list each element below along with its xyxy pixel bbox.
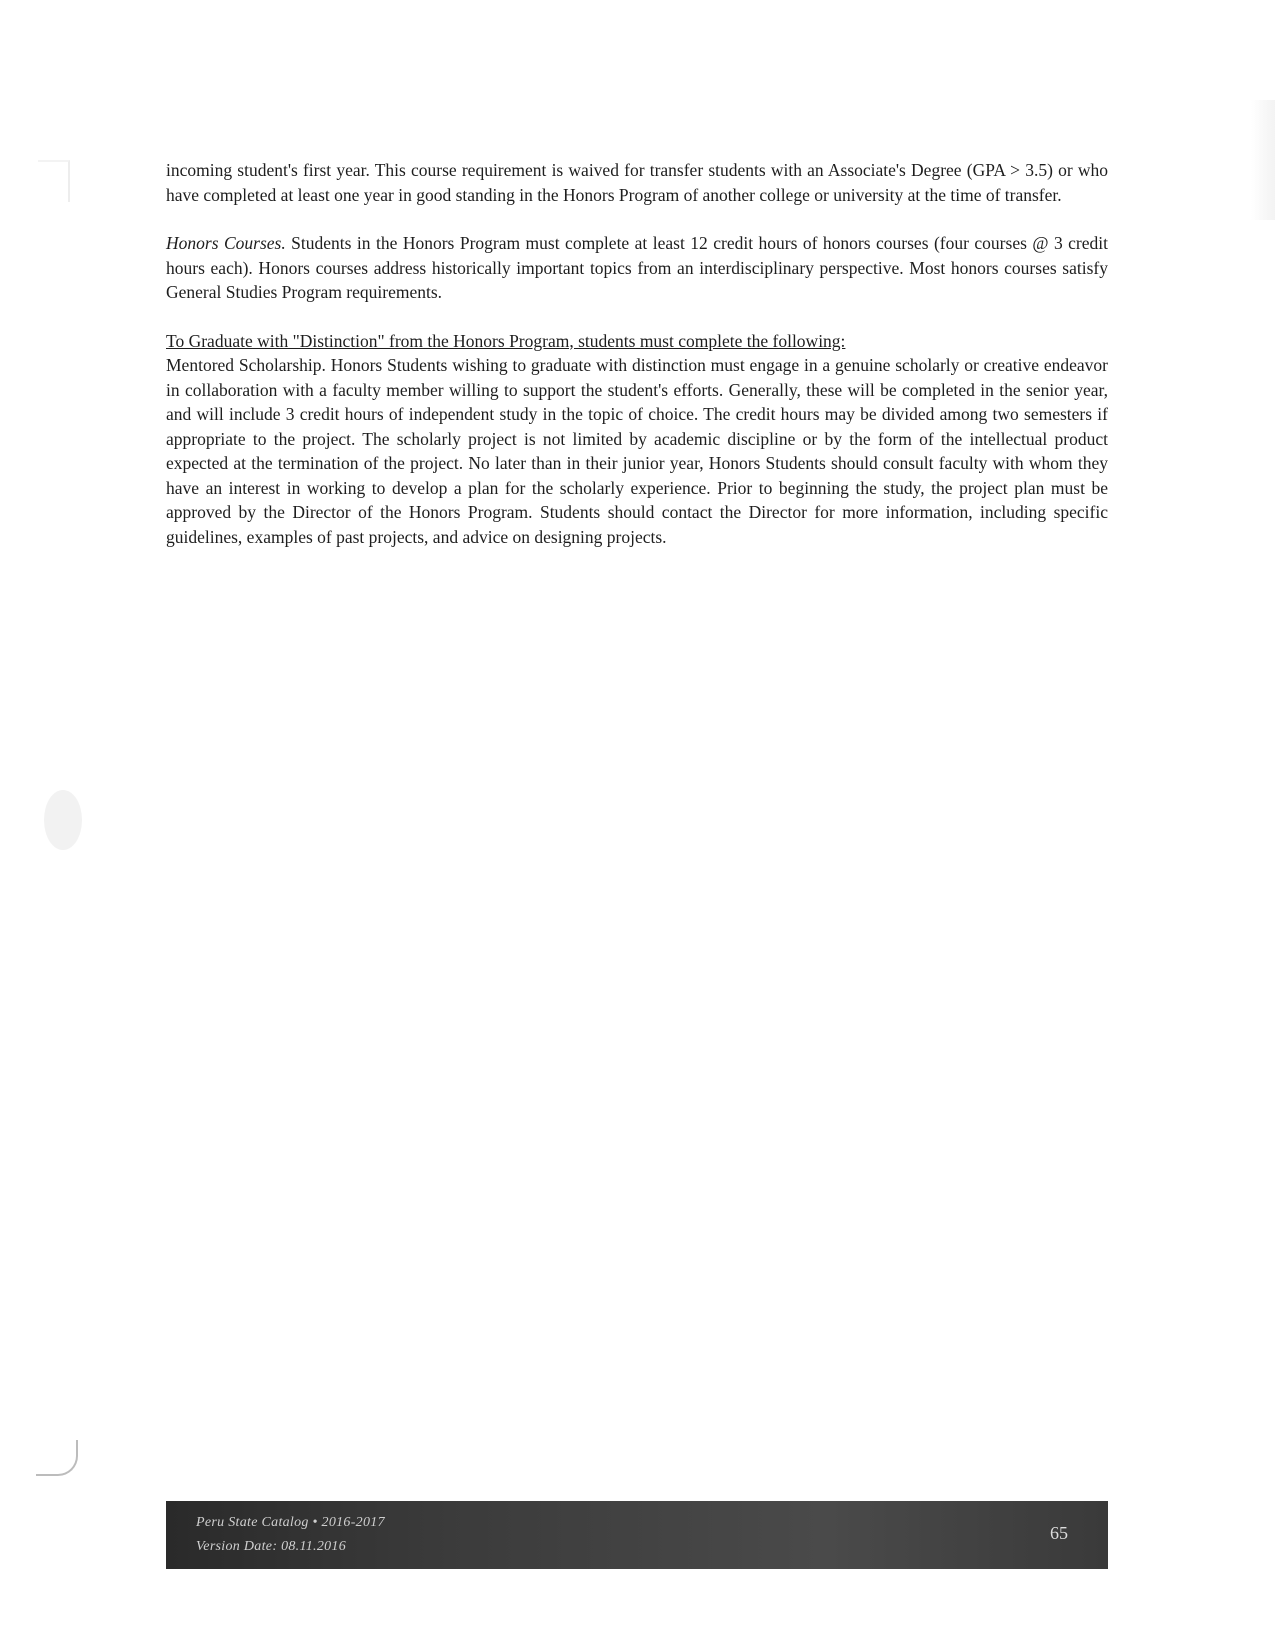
paragraph-honors-courses [166, 231, 1108, 305]
page-number: 65 [1050, 1523, 1068, 1543]
honors-courses-lead: Honors Courses. [166, 233, 286, 253]
page-body [166, 158, 1108, 549]
page-footer [166, 1501, 1108, 1569]
honors-courses-text: Students in the Honors Program must complete at least 12 credit hours of honors courses (four courses @ 3 credit hours each). Honors courses address historically important topics from an interdisciplinary perspective. Most honors courses satisfy General Studies Program requirements. [166, 233, 1108, 302]
footer-catalog-title: Peru State Catalog • 2016-2017 [196, 1515, 385, 1530]
paragraph-transfer-waiver: incoming student's first year. This course requirement is waived for transfer students with an Associate's Degree (GPA > 3.5) or who have completed at least one year in good standing in the Honors Program of another college or university at the time of transfer. [166, 160, 1108, 205]
paragraph-mentored-scholarship: Mentored Scholarship. Honors Students wishing to graduate with distinction must engage in a genuine scholarly or creative endeavor in collaboration with a faculty member willing to support the student's efforts. Generally, these will be completed in the senior year, and will include 3 credit hours of independent study in the topic of choice. The credit hours may be divided among two semesters if appropriate to the project. The scholarly project is not limited by academic discipline or by the form of the intellectual product expected at the termination of the project. No later than in their junior year, Honors Students should consult faculty with whom they have an interest in working to develop a plan for the scholarly experience. Prior to beginning the study, the project plan must be approved by the Director of the Honors Program. Students should contact the Director for more information, including specific guidelines, examples of past projects, and advice on designing projects. [166, 355, 1108, 547]
scan-artifact-smudge [44, 790, 82, 850]
footer-version-date: Version Date: 08.11.2016 [196, 1539, 347, 1554]
distinction-heading: To Graduate with "Distinction" from the Honors Program, students must complete the following: [166, 330, 846, 351]
scan-artifact-hook [36, 1440, 78, 1476]
scan-artifact-edge [1251, 100, 1275, 220]
scan-artifact-mark [38, 160, 70, 202]
